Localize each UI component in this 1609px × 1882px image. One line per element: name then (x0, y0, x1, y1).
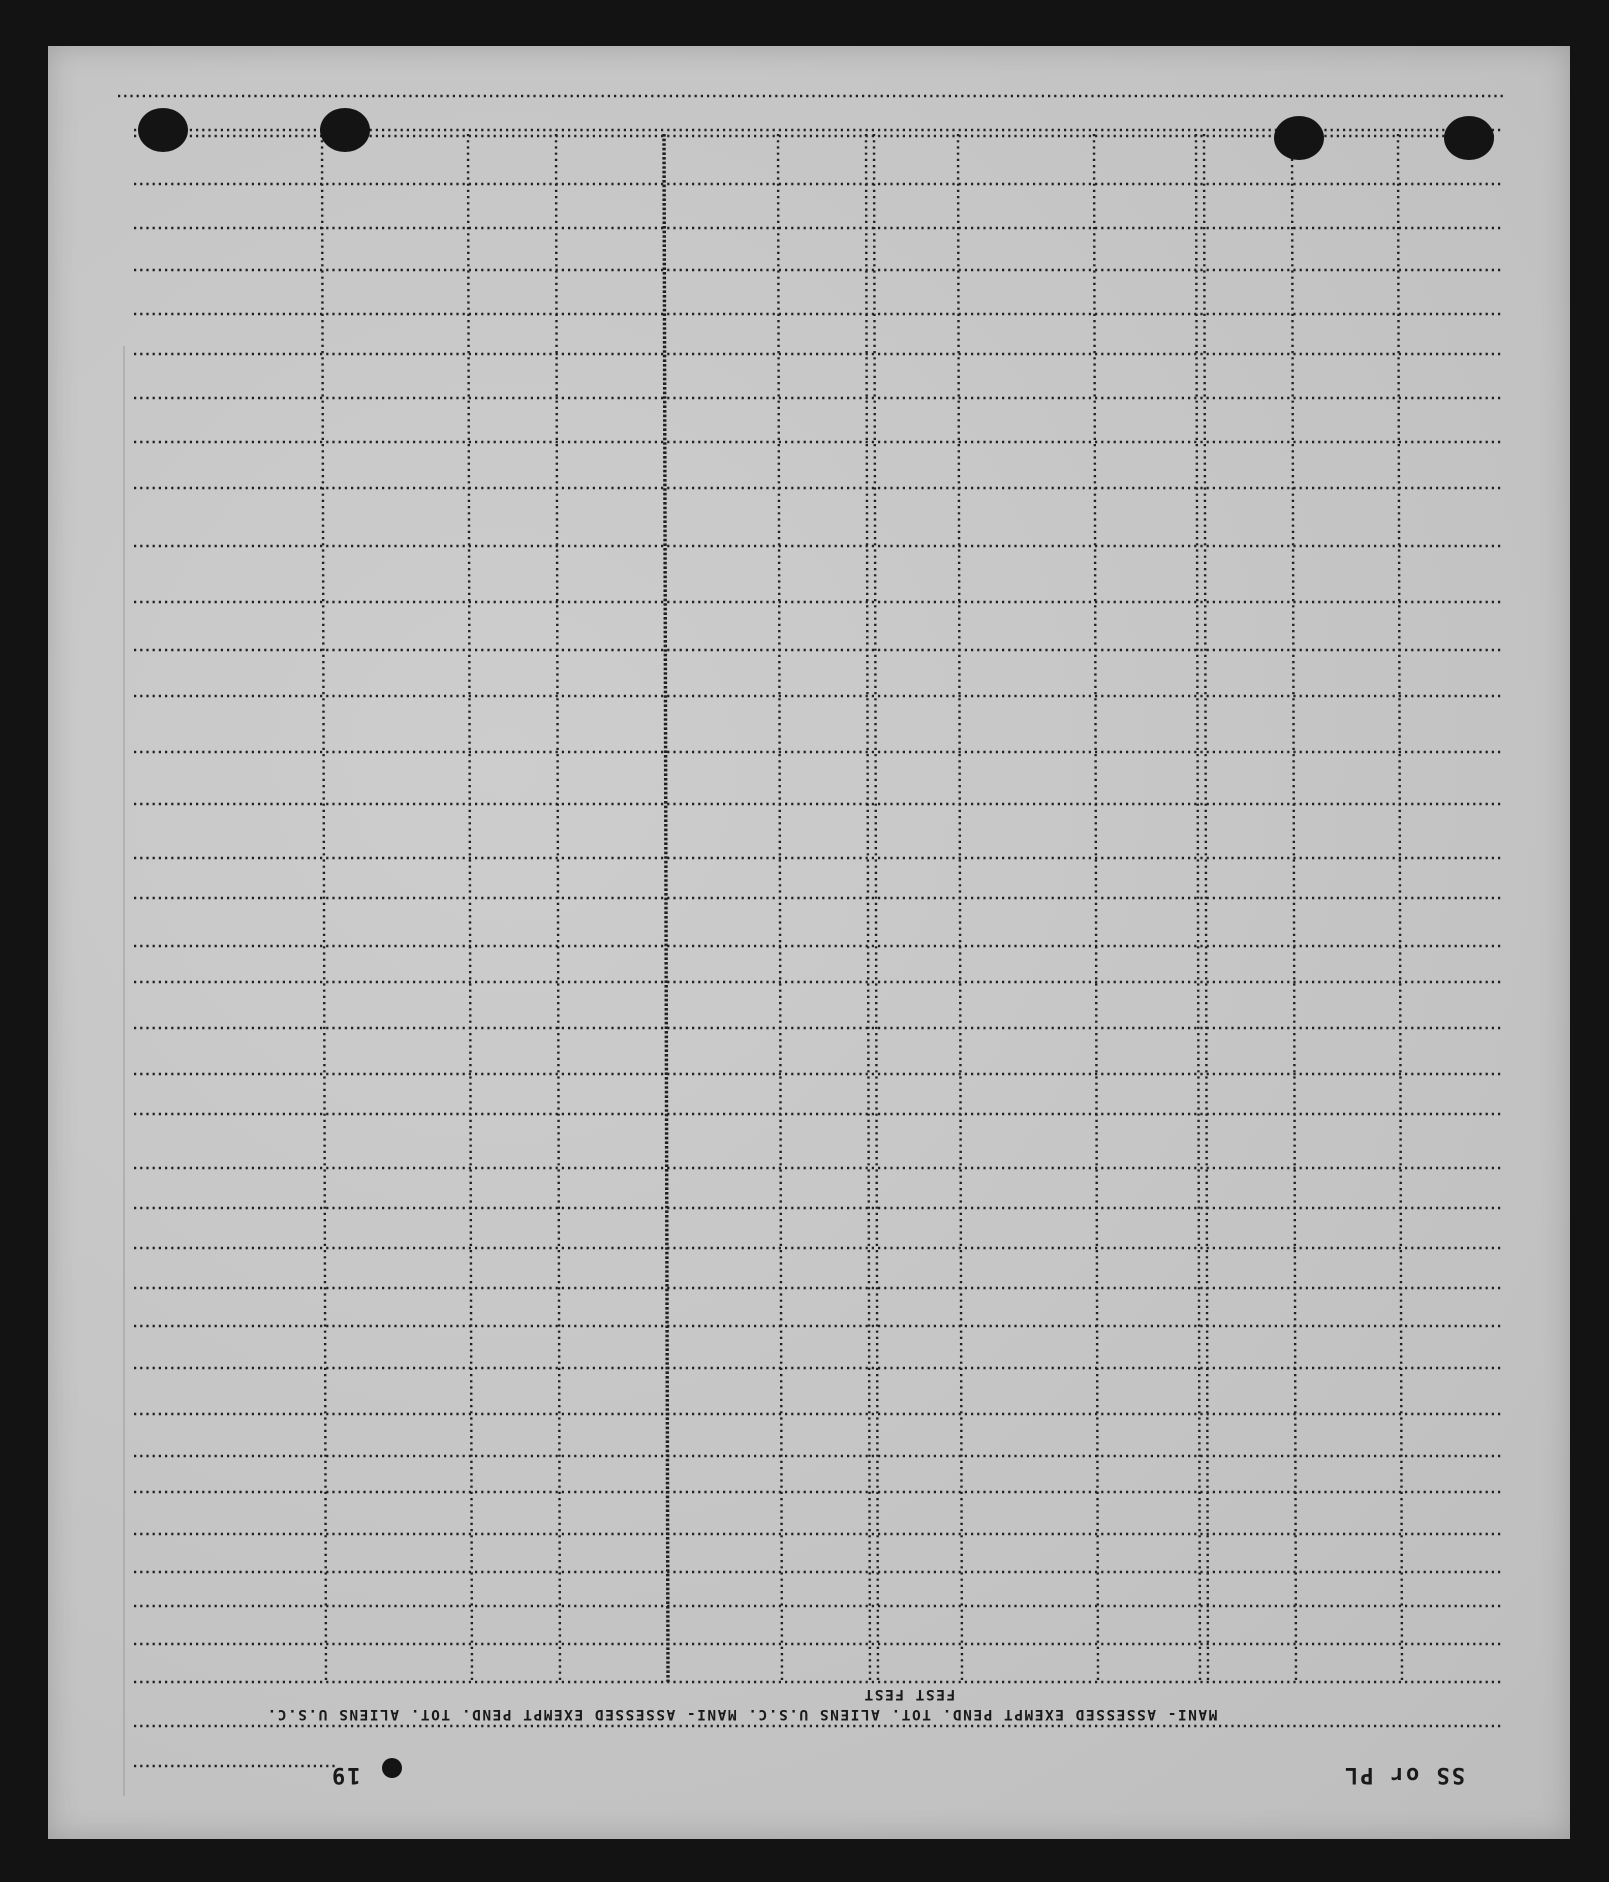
grid-column-line (556, 134, 560, 1682)
header-line-1: MANI- ASSESSED EXEMPT PEND. TOT. ALIENS U.S.C. MANI- ASSESSED EXEMPT PEND. TOT. ALIENS U.S.C. (266, 1706, 1218, 1722)
dotted-grid (48, 46, 1570, 1839)
punch-hole-1 (138, 108, 188, 152)
grid-column-line (1292, 134, 1296, 1682)
grid-column-line (1196, 134, 1200, 1682)
grid-column-line (1094, 134, 1098, 1682)
punch-hole-2 (320, 108, 370, 152)
grid-column-line (322, 134, 326, 1682)
header-line-2: FEST FEST (863, 1686, 956, 1702)
punch-hole-4 (1444, 116, 1494, 160)
grid-column-line (468, 134, 472, 1682)
punch-hole-5 (382, 1758, 402, 1778)
grid-column-line (866, 134, 870, 1682)
grid-column-line (874, 134, 878, 1682)
punch-hole-3 (1274, 116, 1324, 160)
stub-label: SS or PL (1343, 1762, 1465, 1787)
grid-column-line (778, 134, 782, 1682)
year-prefix: 19 (330, 1762, 361, 1787)
grid-column-line (664, 134, 668, 1682)
grid-column-line (958, 134, 962, 1682)
form-sheet (48, 46, 1570, 1839)
grid-column-line (1398, 134, 1402, 1682)
grid-column-line (1204, 134, 1208, 1682)
